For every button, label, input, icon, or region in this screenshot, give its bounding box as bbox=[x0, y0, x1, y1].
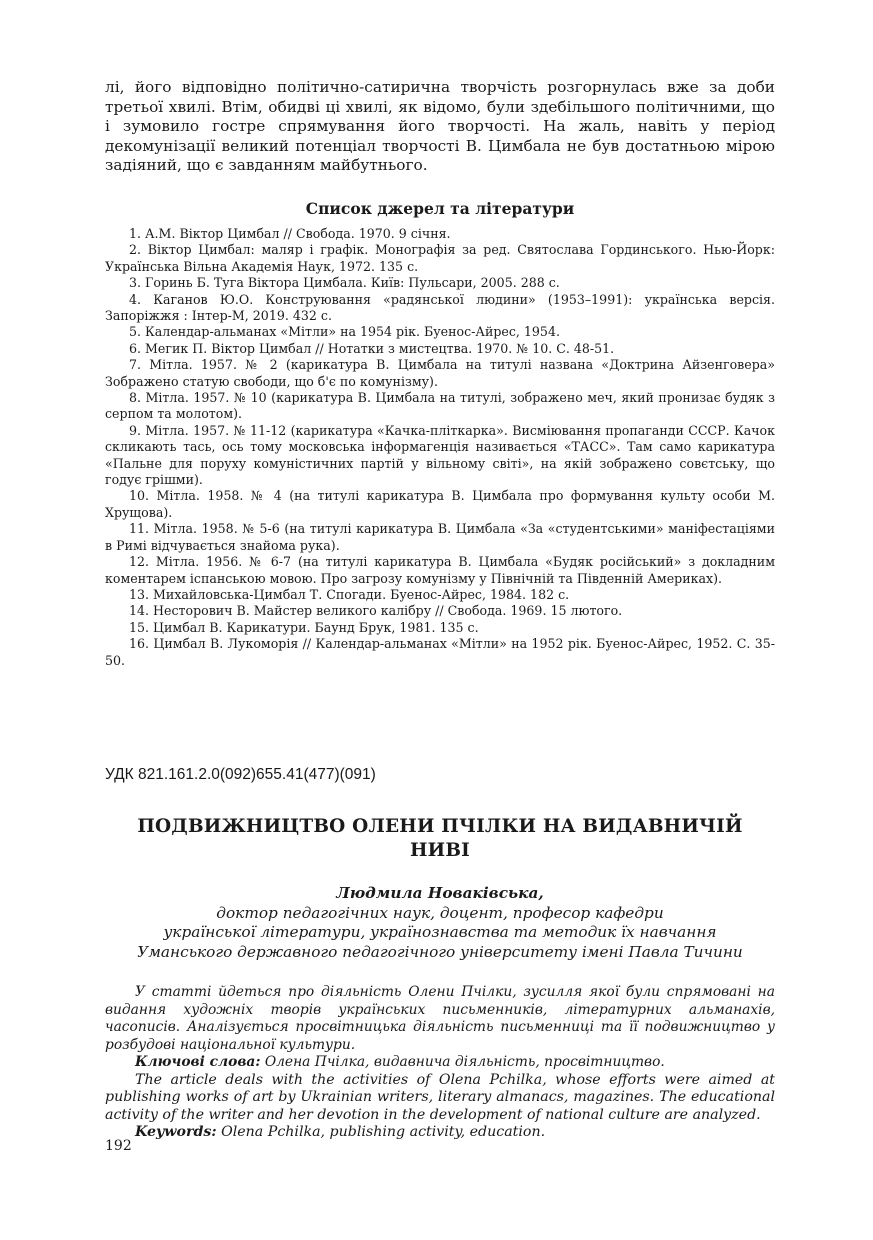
page-content bbox=[105, 78, 775, 1142]
source-item: 3. Горинь Б. Туга Віктора Цимбала. Київ: Пульсари, 2005. 288 с. bbox=[129, 275, 560, 291]
source-item: 10. Мітла. 1958. № 4 (на титулі карикатура В. Цимбала про формування культу особи М. Хрущова). bbox=[105, 488, 775, 520]
author-affiliation-line: української літератури, українознавства та методик їх навчання bbox=[163, 923, 717, 942]
source-item: 12. Мітла. 1956. № 6-7 (на титулі карикатура В. Цимбала «Будяк російський» з докладним коментарем іспанською мовою. Про загрозу комунізму у Північній та Південній Америках). bbox=[105, 554, 775, 586]
source-item: 1. А.М. Віктор Цимбал // Свобода. 1970. 9 січня. bbox=[129, 225, 451, 241]
source-item: 7. Мітла. 1957. № 2 (карикатура В. Цимбала на титулі названа «Доктрина Айзенговера» Зображено статую свободи, що б'є по комунізму). bbox=[105, 357, 775, 389]
abstract-ua: У статті йдеться про діяльність Олени Пчілки, зусилля якої були спрямовані на видання художніх творів українських письменників, літературних альманахів, часописів. Аналізується просвітницька діяльність письменниці та її подвижництво у розбудові національної культури. bbox=[105, 984, 775, 1053]
source-item: 13. Михайловська-Цимбал Т. Спогади. Буенос-Айрес, 1984. 182 с. bbox=[129, 586, 570, 602]
source-item: 2. Віктор Цимбал: маляр і графік. Монографія за ред. Святослава Гординського. Нью-Йорк: Українська Вільна Академія Наук, 1972. 135 с. bbox=[105, 242, 775, 274]
keywords-en-label: Keywords: bbox=[135, 1124, 217, 1141]
article-title: ПОДВИЖНИЦТВО ОЛЕНИ ПЧІЛКИ НА ВИДАВНИЧІЙ НИВІ bbox=[137, 815, 743, 861]
udk-code: УДК 821.161.2.0(092)655.41(477)(091) bbox=[105, 765, 376, 783]
keywords-en bbox=[105, 1124, 775, 1142]
source-item: 9. Мітла. 1957. № 11-12 (карикатура «Качка-пліткарка». Висміювання пропаганди СССР. Качок скликають тась, ось тому московська інформагенція називається «ТАСС». Там само карикатура «Пальне для поруху комуністичних партій у вільному світі», на якій зображено совєтську, що годує грішми). bbox=[105, 422, 775, 488]
keywords-ua bbox=[105, 1054, 775, 1072]
source-item: 5. Календар-альманах «Мітли» на 1954 рік. Буенос-Айрес, 1954. bbox=[129, 324, 560, 340]
source-item: 8. Мітла. 1957. № 10 (карикатура В. Цимбала на титулі, зображено меч, який пронизає будяк з серпом та молотом). bbox=[105, 390, 775, 422]
source-item: 14. Несторович В. Майстер великого калібру // Свобода. 1969. 15 лютого. bbox=[129, 603, 623, 619]
keywords-ua-label: Ключові слова: bbox=[135, 1054, 261, 1071]
sources-heading: Список джерел та літератури bbox=[305, 198, 575, 218]
author-affiliation-line: доктор педагогічних наук, доцент, професор кафедри bbox=[216, 903, 664, 922]
abstract-en: The article deals with the activities of Olena Pchilka, whose efforts were aimed at publishing works of art by Ukrainian writers, literary almanacs, magazines. The educational activity of the writer and her devotion in the development of national culture are analyzed. bbox=[105, 1071, 775, 1123]
page-number: 192 bbox=[105, 1138, 132, 1154]
source-item: 6. Мегик П. Віктор Цимбал // Нотатки з мистецтва. 1970. № 10. С. 48-51. bbox=[129, 340, 615, 356]
abstract-block bbox=[105, 984, 775, 1142]
sources-list bbox=[105, 226, 775, 669]
source-item: 4. Каганов Ю.О. Конструювання «радянської людини» (1953–1991): українська версія. Запоріжжя : Інтер-М, 2019. 432 с. bbox=[105, 291, 775, 323]
keywords-en-text: Olena Pchilka, publishing activity, education. bbox=[216, 1124, 546, 1141]
intro-paragraph: лі, його відповідно політично-сатирична творчість розгорнулась вже за доби третьої хвилі. Втім, обидві ці хвилі, як відомо, були здебільшого політичними, що і зумовило гостре спрямування його творчості. На жаль, навіть у період декомунізації великий потенціал творчості В. Цимбала не був достатньою мірою задіяний, що є завданням майбутнього. bbox=[105, 78, 775, 175]
author-affiliation-line: Уманського державного педагогічного університету імені Павла Тичини bbox=[137, 942, 743, 961]
source-item: 16. Цимбал В. Лукоморія // Календар-альманах «Мітли» на 1952 рік. Буенос-Айрес, 1952. С. 35-50. bbox=[105, 636, 775, 668]
source-item: 15. Цимбал В. Карикатури. Баунд Брук, 1981. 135 с. bbox=[129, 619, 479, 635]
keywords-ua-text: Олена Пчілка, видавнича діяльність, просвітництво. bbox=[260, 1054, 665, 1071]
author-name: Людмила Новаківська, bbox=[336, 883, 544, 902]
author-block bbox=[105, 884, 775, 962]
source-item: 11. Мітла. 1958. № 5-6 (на титулі карикатура В. Цимбала «За «студентськими» маніфестаціями в Римі відчувається знайома рука). bbox=[105, 521, 775, 553]
intro-section bbox=[105, 78, 775, 176]
